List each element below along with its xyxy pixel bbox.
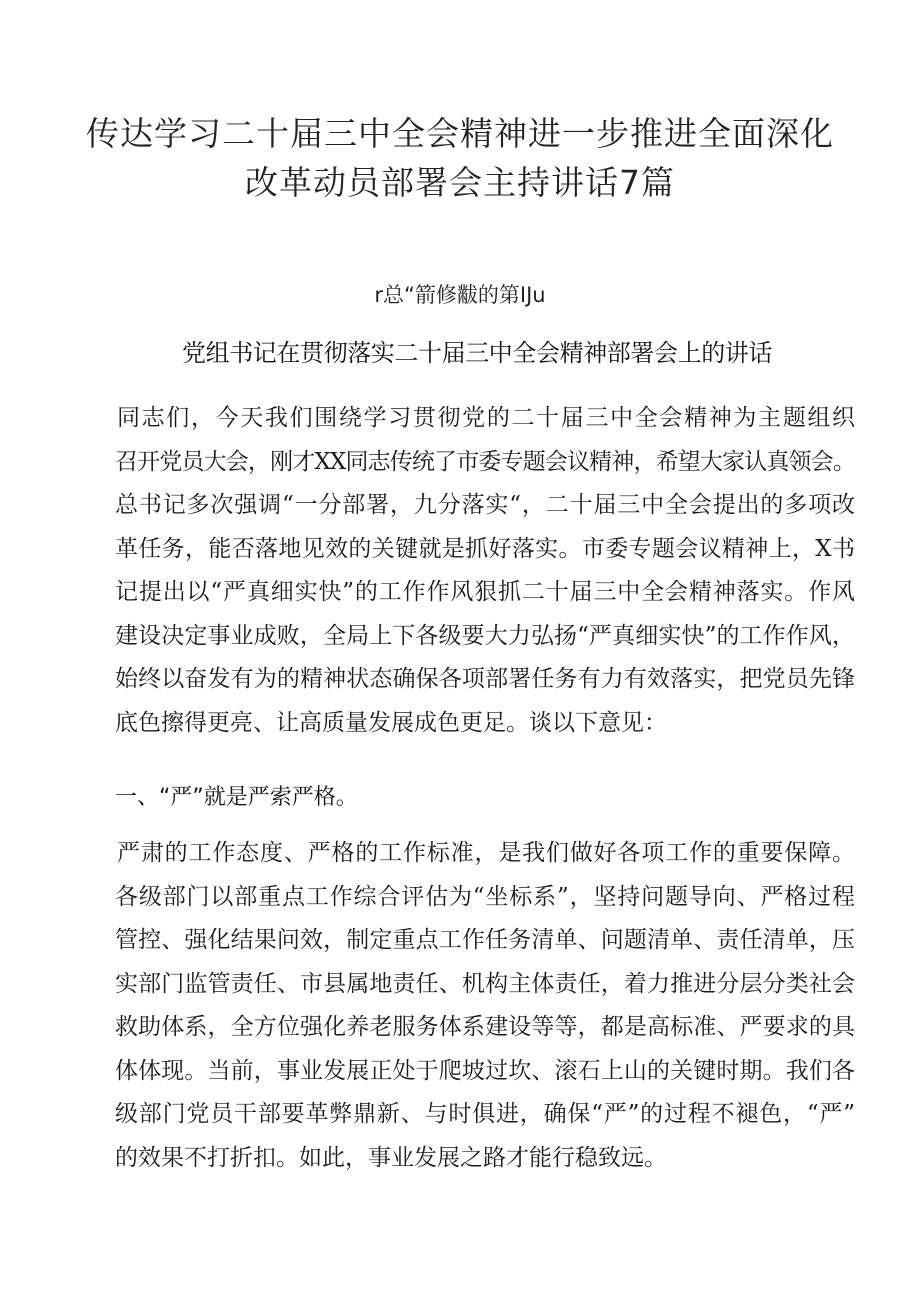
paragraph-line: 实部门监管责任、市县属地责任、机构主体责任，着力推进分层分类社会 [115, 970, 855, 997]
paragraph-opening [115, 397, 855, 745]
document-title-line-2: 改革动员部署会主持讲话7篇 [245, 163, 675, 202]
paragraph-line: 体体现。当前，事业发展正处于爬坡过坎、滚石上山的关键时期。我们各 [115, 1057, 855, 1084]
paragraph-line: 管控、强化结果问效，制定重点工作任务清单、问题清单、责任清单，压 [115, 927, 855, 953]
paragraph-line: 各级部门以部重点工作综合评估为“坐标系”，坚持问题导向、严格过程 [115, 883, 855, 910]
speech-title: 党组书记在贯彻落实二十届三中全会精神部署会上的讲话 [182, 339, 772, 367]
section-subheading: r总“箭修黻的第IJu [374, 283, 546, 307]
paragraph-line: 救助体系，全方位强化养老服务体系建设等等，都是高标准、严要求的具 [115, 1014, 855, 1040]
paragraph-line: 记提出以“严真细实快”的工作作风狠抓二十届三中全会精神落实。作风 [115, 579, 855, 605]
paragraph-line: 严肃的工作态度、严格的工作标准，是我们做好各项工作的重要保障。 [117, 840, 855, 866]
paragraph-line: 召开党员大会，刚才XX同志传统了市委专题会议精神，希望大家认真领会。 [115, 448, 855, 475]
paragraph-line: 革任务，能否落地见效的关键就是抓好落实。市委专题会议精神上，X书 [115, 535, 855, 562]
paragraph-line: 级部门党员干部要革弊鼎新、与时俱进，确保“严”的过程不褪色，“严” [115, 1101, 855, 1127]
paragraph-line: 总书记多次强调“一分部署，九分落实“，二十届三中全会提出的多项改 [115, 492, 855, 518]
paragraph-line: 的效果不打折扣。如此，事业发展之路才能行稳致远。 [115, 1144, 667, 1171]
paragraph-line: 底色擦得更亮、让高质量发展成色更足。谈以下意见： [115, 709, 667, 736]
document-title-line-1: 传达学习二十届三中全会精神进一步推进全面深化 [86, 114, 834, 153]
section-1-heading: 一、“严”就是严索严格。 [115, 785, 358, 810]
paragraph-section-1 [115, 832, 855, 1180]
paragraph-line: 始终以奋发有为的精神状态确保各项部署任务有力有效落实，把党员先锋 [115, 666, 855, 692]
paragraph-line: 建设决定事业成败，全局上下各级要大力弘扬“严真细实快”的工作作风， [115, 622, 855, 649]
paragraph-line: 同志们，今天我们围绕学习贯彻党的二十届三中全会精神为主题组织 [117, 405, 855, 431]
